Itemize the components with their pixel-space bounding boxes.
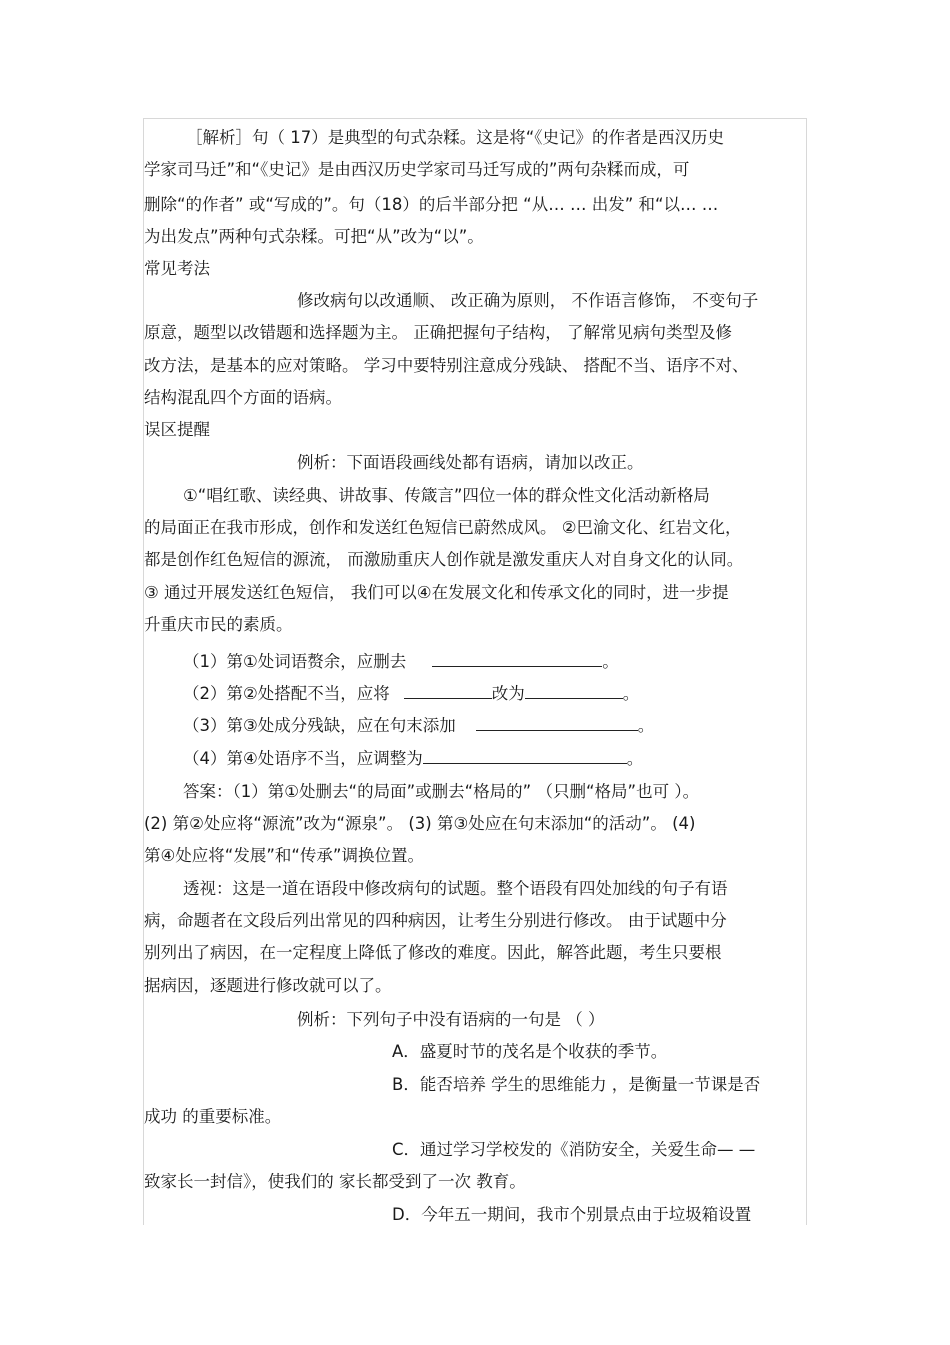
option-b-line-2: 成功 的重要标准。 — [144, 1107, 282, 1126]
option-c-line-1: C．通过学习学校发的《消防安全，关爱生命— — — [392, 1140, 756, 1159]
page-border-top — [143, 118, 807, 119]
example-2-title: 例析：下列句子中没有语病的一句是 （ ） — [297, 1010, 605, 1029]
answer-blank-2a[interactable] — [404, 682, 492, 699]
question-2 — [183, 682, 639, 705]
option-a: A．盛夏时节的茂名是个收获的季节。 — [392, 1042, 668, 1061]
question-3 — [183, 714, 654, 737]
question-4-text: （4）第④处语序不当，应调整为 — [183, 749, 423, 768]
answer-blank-4[interactable] — [423, 747, 627, 764]
answer-line-2: (2) 第②处应将“源流”改为“源泉”。 (3) 第③处应在句末添加“的活动”。 (4) — [144, 814, 696, 833]
question-2-change-to: 改为 — [491, 684, 525, 703]
common-tests-line-4: 结构混乱四个方面的语病。 — [144, 388, 342, 407]
insight-line-2: 病，命题者在文段后列出常见的四种病因，让考生分别进行修改。 由于试题中分 — [144, 911, 727, 930]
question-4 — [183, 747, 643, 770]
common-tests-line-2: 原意，题型以改错题和选择题为主。 正确把握句子结构， 了解常见病句类型及修 — [144, 323, 732, 342]
analysis-line-1: ［解析］句（ 17）是典型的句式杂糅。这是将“《史记》的作者是西汉历史 — [186, 128, 725, 147]
analysis-line-3: 删除“的作者” 或“写成的”。句（18）的后半部分把 “从… … 出发” 和“以… … — [144, 195, 719, 214]
analysis-line-4: 为出发点”两种句式杂糅。可把“从”改为“以”。 — [144, 227, 484, 246]
page-border-left — [143, 118, 144, 1225]
common-tests-line-3: 改方法，是基本的应对策略。 学习中要特别注意成分残缺、 搭配不当、语序不对、 — [144, 356, 749, 375]
answer-blank-1[interactable] — [432, 650, 602, 667]
question-3-period: 。 — [637, 716, 655, 735]
question-4-period: 。 — [626, 749, 644, 768]
heading-common-tests: 常见考法 — [144, 259, 210, 278]
option-b-line-1: B．能否培养 学生的思维能力 ，是衡量一节课是否 — [392, 1075, 761, 1094]
question-3-text: （3）第③处成分残缺，应在句末添加 — [183, 716, 456, 735]
answer-line-3: 第④处应将“发展”和“传承”调换位置。 — [144, 846, 424, 865]
insight-line-1: 透视：这是一道在语段中修改病句的试题。整个语段有四处加线的句子有语 — [183, 879, 728, 898]
answer-line-1: 答案：（1）第①处删去“的局面”或删去“格局的” （只删“格局”也可 ）。 — [183, 782, 700, 801]
insight-line-4: 据病因，逐题进行修改就可以了。 — [144, 976, 392, 995]
example-1-title: 例析：下面语段画线处都有语病，请加以改正。 — [297, 453, 644, 472]
passage-line-3: 都是创作红色短信的源流， 而激励重庆人创作就是激发重庆人对自身文化的认同。 — [144, 550, 744, 569]
option-c-line-2: 致家长一封信》，使我们的 家长都受到了一次 教育。 — [144, 1172, 526, 1191]
question-2-text: （2）第②处搭配不当，应将 — [183, 684, 390, 703]
answer-blank-3[interactable] — [476, 714, 638, 731]
question-1 — [183, 650, 619, 673]
insight-line-3: 别列出了病因，在一定程度上降低了修改的难度。因此，解答此题，考生只要根 — [144, 943, 722, 962]
answer-blank-2b[interactable] — [525, 682, 623, 699]
passage-line-4: ③ 通过开展发送红色短信， 我们可以④在发展文化和传承文化的同时，进一步提 — [144, 583, 729, 602]
analysis-line-2: 学家司马迁”和“《史记》是由西汉历史学家司马迁写成的”两句杂糅而成，可 — [144, 160, 690, 179]
passage-line-5: 升重庆市民的素质。 — [144, 615, 293, 634]
common-tests-line-1: 修改病句以改通顺、 改正确为原则， 不作语言修饰， 不变句子 — [297, 291, 759, 310]
question-1-text: （1）第①处词语赘余，应删去 — [183, 652, 407, 671]
heading-pitfalls: 误区提醒 — [144, 420, 210, 439]
question-1-period: 。 — [602, 652, 619, 671]
page-border-right — [806, 118, 807, 1225]
option-d-line-1: D．今年五一期间，我市个别景点由于垃圾箱设置 — [392, 1205, 752, 1224]
passage-line-2: 的局面正在我市形成，创作和发送红色短信已蔚然成风。 ②巴渝文化、红岩文化， — [144, 518, 742, 537]
passage-line-1: ①“唱红歌、读经典、讲故事、传箴言”四位一体的群众性文化活动新格局 — [183, 486, 710, 505]
question-2-period: 。 — [622, 684, 640, 703]
